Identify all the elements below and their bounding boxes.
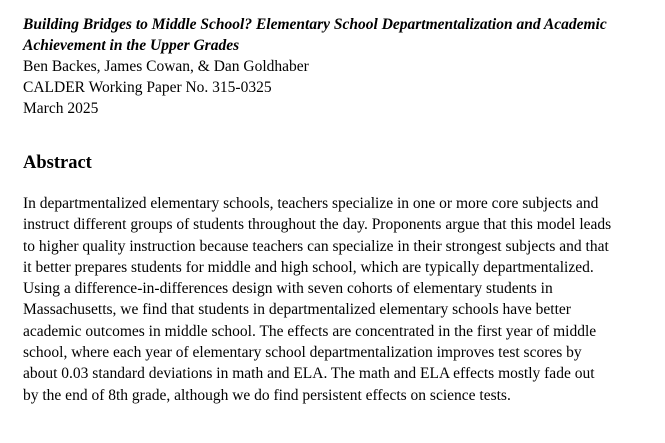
- abstract-line: about 0.03 standard deviations in math and ELA. The math and ELA effects mostly fade out: [23, 365, 595, 383]
- abstract-heading: Abstract: [23, 153, 92, 173]
- abstract-line: Using a difference-in-differences design with seven cohorts of elementary students in: [23, 280, 553, 298]
- abstract-line: by the end of 8th grade, although we do find persistent effects on science tests.: [23, 386, 511, 404]
- abstract-line: it better prepares students for middle and high school, which are typically departmentalized.: [23, 258, 594, 276]
- abstract-line: school, where each year of elementary school departmentalization improves test scores by: [23, 344, 582, 362]
- abstract-line: instruct different groups of students throughout the day. Proponents argue that this model leads: [23, 216, 612, 234]
- abstract-body: [23, 193, 635, 406]
- paper-title-line-2: Achievement in the Upper Grades: [23, 37, 240, 54]
- paper-title-line-1: Building Bridges to Middle School? Elementary School Departmentalization and Academic: [23, 16, 607, 33]
- paper-date: March 2025: [23, 100, 99, 117]
- abstract-line: Massachusetts, we find that students in departmentalized elementary schools have better: [23, 301, 571, 319]
- abstract-line: In departmentalized elementary schools, teachers specialize in one or more core subjects and: [23, 195, 599, 212]
- paper-front-matter: [23, 14, 648, 404]
- paper-authors: Ben Backes, James Cowan, & Dan Goldhaber: [23, 58, 309, 75]
- abstract-line: academic outcomes in middle school. The effects are concentrated in the first year of middle: [23, 322, 597, 340]
- abstract-line: to higher quality instruction because teachers can specialize in their strongest subjects and that: [23, 237, 609, 255]
- paper-series: CALDER Working Paper No. 315-0325: [23, 79, 272, 96]
